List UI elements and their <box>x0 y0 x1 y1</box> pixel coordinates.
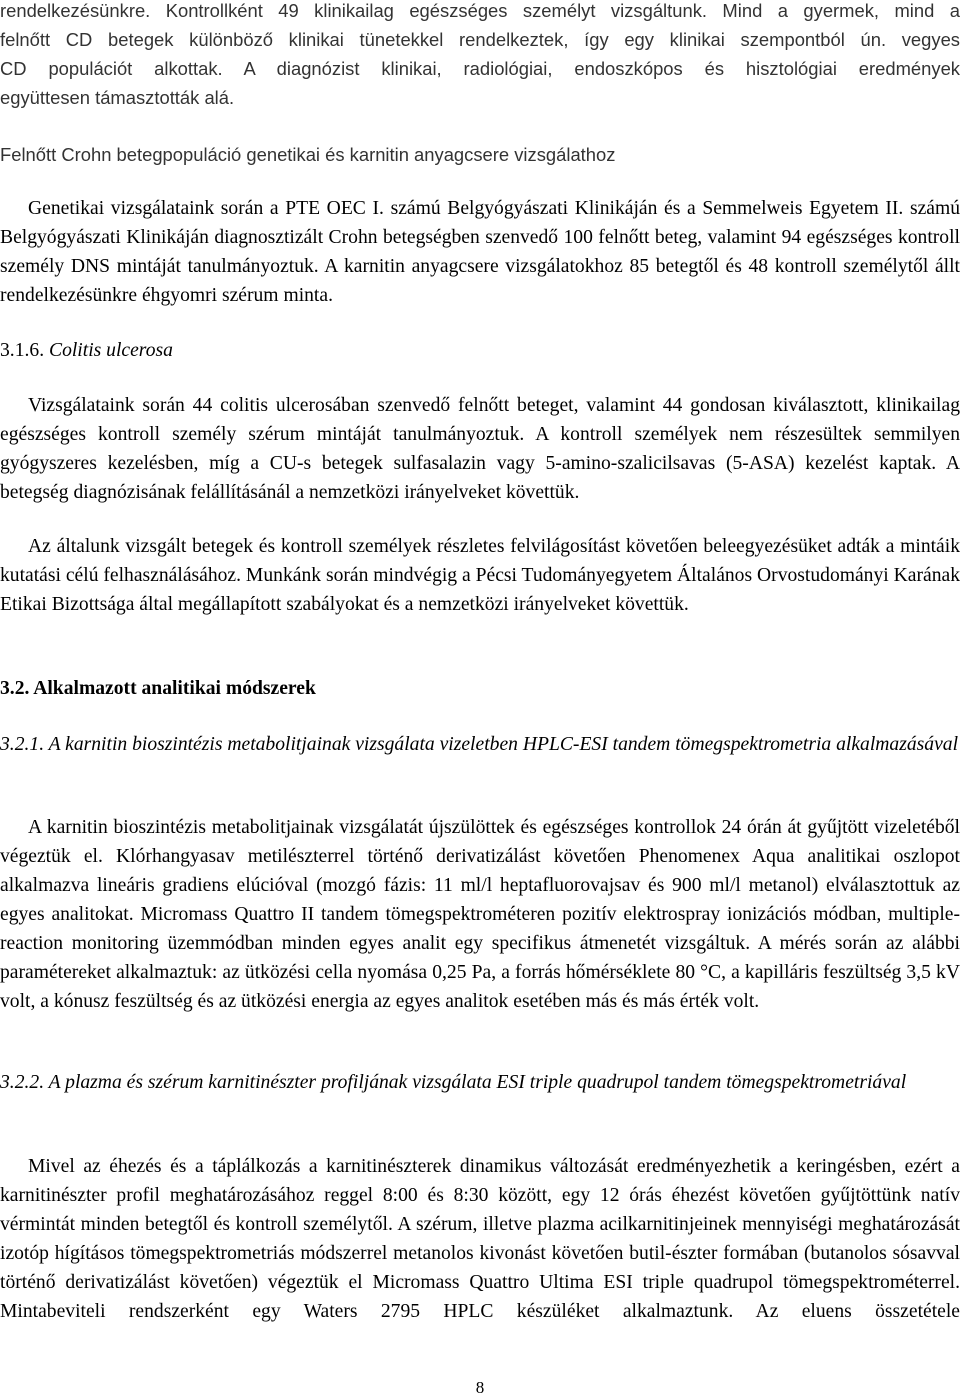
top-paragraph-line-4: együttesen támasztották alá. <box>0 87 235 108</box>
section-322-paragraph: Mivel az éhezés és a táplálkozás a karnitinészterek dinamikus változását eredményezhetik a keringésben, ezért a karnitinészter profil meghatározásához reggel 8:00 és 8:30 között, egy 12 órás éhezést követően gyűjtöttünk natív vérmintát minden betegtől és kontroll személytől. A szérum, illetve plazma acilkarnitinjeinek mennyiségi meghatározását izotóp hígításos tömegspektrometriás módszerrel metanolos kivonást követően butil-észter formában (butanolos sósavval történő derivatizálást követően) végeztük el Micromass Quattro Ultima ESI triple quadrupol tömegspektrométerrel. Mintabeviteli rendszerként egy Waters 2795 HPLC készüléket alkalmaztunk. Az eluens összetétele <box>0 1156 960 1322</box>
adult-crohn-heading: Felnőtt Crohn betegpopuláció genetikai és karnitin anyagcsere vizsgálathoz <box>0 144 616 165</box>
section-321-paragraph: A karnitin bioszintézis metabolitjainak vizsgálatát újszülöttek és egészséges kontrollok 24 órán át gyűjtött vizeletéből végeztük el. Klórhangyasav metilészterrel történő derivatizálást követően Phenomenex Aqua analitikai oszlopot alkalmazva lineáris gradiens elúcióval (mozgó fázis: 11 ml/l heptafluorovajsav és 900 ml/l metanol) elválasztottuk az egyes analitokat. Micromass Quattro II tandem tömegspektrométeren pozitív elektrospray ionizációs módban, multiple-reaction monitoring üzemmódban minden egyes analit egy specifikus átmenetét vizsgáltuk. A mérés során az alábbi paramétereket alkalmaztuk: az ütközési cella nyomása 0,25 Pa, a forrás hőmérséklete 80 °C, a kapilláris feszültség 3,5 kV volt, a kónusz feszültség és az ütközési energia az egyes analitok esetében más és más érték volt. <box>0 817 960 1012</box>
page-number: 8 <box>475 1378 485 1397</box>
section-316-heading <box>0 336 960 365</box>
adult-crohn-paragraph: Genetikai vizsgálataink során a PTE OEC I. számú Belgyógyászati Klinikáján és a Semmelweis Egyetem II. számú Belgyógyászati Klinikáján diagnosztizált Crohn betegségben szenvedő 100 felnőtt beteg, valamint 94 egészséges kontroll személy DNS mintáját tanulmányoztuk. A karnitin anyagcsere vizsgálatokhoz 85 betegtől és 48 kontroll személytől állt rendelkezésünkre éhgyomri szérum minta. <box>0 198 960 306</box>
section-316-title: Colitis ulcerosa <box>49 340 173 361</box>
top-paragraph-line-3: CD populációt alkottak. A diagnózist klinikai, radiológiai, endoszkópos és hisztológiai eredmények <box>0 58 960 79</box>
section-316-paragraph-1: Vizsgálataink során 44 colitis ulcerosában szenvedő felnőtt beteget, valamint 44 gondosan kiválasztott, klinikailag egészséges kontroll személy szérum mintáját tanulmányoztuk. A kontroll személyek nem részesültek semmilyen gyógyszeres kezelésben, míg a CU-s betegek sulfasalazin vagy 5-amino-szalicilsavas (5-ASA) kezelést kaptak. A betegség diagnózisának felállításánál a nemzetközi irányelveket követtük. <box>0 395 960 503</box>
section-32-heading: 3.2. Alkalmazott analitikai módszerek <box>0 678 316 699</box>
section-316-number: 3.1.6. <box>0 340 45 361</box>
top-paragraph-line-2: felnőtt CD betegek különböző klinikai tünetekkel rendelkeztek, így egy klinikai szempontból ún. vegyes <box>0 29 960 50</box>
top-paragraph-line-1: rendelkezésünkre. Kontrollként 49 klinikailag egészséges személyt vizsgáltunk. Mind a gyermek, mind a <box>0 0 960 21</box>
section-316-paragraph-2: Az általunk vizsgált betegek és kontroll személyek részletes felvilágosítást követően beleegyezésüket adták a mintáik kutatási célú felhasználásához. Munkánk során mindvégig a Pécsi Tudományegyetem Általános Orvostudományi Karának Etikai Bizottsága által megállapított szabályokat és a nemzetközi irányelveket követtük. <box>0 536 960 615</box>
section-321-heading: 3.2.1. A karnitin bioszintézis metabolitjainak vizsgálata vizeletben HPLC-ESI tandem tömegspektrometria alkalmazásával <box>0 734 959 755</box>
section-322-heading: 3.2.2. A plazma és szérum karnitinészter profiljának vizsgálata ESI triple quadrupol tandem tömegspektrometriával <box>0 1072 907 1093</box>
